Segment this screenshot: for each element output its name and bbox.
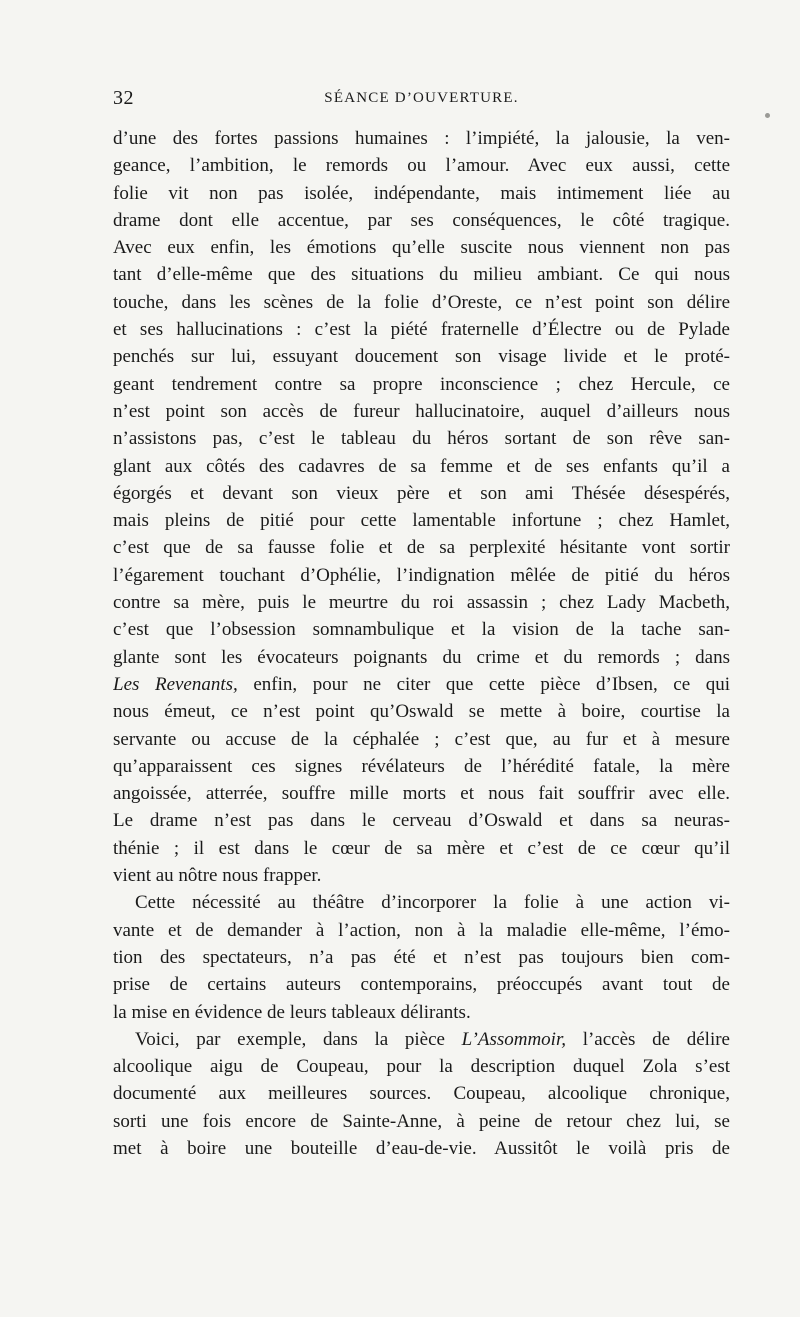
- text-line: Avec eux enfin, les émotions qu’elle suscite nous viennent non pas: [113, 237, 730, 259]
- text-run: Voici, par exemple, dans la pièce: [135, 1028, 462, 1050]
- text-line: met à boire une bouteille d’eau-de-vie. Aussitôt le voilà pris de: [113, 1137, 730, 1159]
- text-line: [113, 1026, 730, 1053]
- paper-speck: [765, 113, 770, 118]
- text-line: thénie ; il est dans le cœur de sa mère et c’est de ce cœur qu’il: [113, 837, 730, 859]
- text-line: nous émeut, ce n’est point qu’Oswald se mette à boire, courtise la: [113, 701, 730, 723]
- text-line: touche, dans les scènes de la folie d’Oreste, ce n’est point son délire: [113, 291, 730, 313]
- text-line: prise de certains auteurs contemporains, préoccupés avant tout de: [113, 974, 730, 996]
- text-line: qu’apparaissent ces signes révélateurs de l’hérédité fatale, la mère: [113, 755, 730, 777]
- text-line: geant tendrement contre sa propre inconscience ; chez Hercule, ce: [113, 373, 730, 395]
- body-text: [113, 125, 730, 1162]
- text-line: c’est que l’obsession somnambulique et la vision de la tache san-: [113, 619, 730, 641]
- text-line: glante sont les évocateurs poignants du crime et du remords ; dans: [113, 646, 730, 668]
- text-line: Le drame n’est pas dans le cerveau d’Oswald et dans sa neuras-: [113, 810, 730, 832]
- text-line: n’est point son accès de fureur hallucinatoire, auquel d’ailleurs nous: [113, 400, 730, 422]
- text-line: [113, 671, 730, 698]
- text-line: vient au nôtre nous frapper.: [113, 865, 322, 887]
- text-line: n’assistons pas, c’est le tableau du héros sortant de son rêve san-: [113, 428, 730, 450]
- page-number: 32: [113, 87, 134, 109]
- text-line: d’une des fortes passions humaines : l’impiété, la jalousie, la ven-: [113, 128, 730, 149]
- italic-title: L’Assommoir,: [461, 1028, 566, 1050]
- text-line: contre sa mère, puis le meurtre du roi assassin ; chez Lady Macbeth,: [113, 592, 730, 614]
- text-line: et ses hallucinations : c’est la piété fraternelle d’Électre ou de Pylade: [113, 319, 730, 341]
- text-line: Cette nécessité au théâtre d’incorporer la folie à une action vi-: [135, 892, 730, 914]
- text-line: geance, l’ambition, le remords ou l’amour. Avec eux aussi, cette: [113, 155, 730, 177]
- text-line: servante ou accuse de la céphalée ; c’est que, au fur et à mesure: [113, 728, 730, 750]
- text-line: angoissée, atterrée, souffre mille morts et nous fait souffrir avec elle.: [113, 783, 730, 805]
- text-line: folie vit non pas isolée, indépendante, mais intimement liée au: [113, 182, 730, 204]
- text-line: mais pleins de pitié pour cette lamentable infortune ; chez Hamlet,: [113, 510, 730, 532]
- running-title: SÉANCE D’OUVERTURE.: [324, 90, 519, 106]
- text-line: drame dont elle accentue, par ses conséquences, le côté tragique.: [113, 209, 730, 231]
- text-line: sorti une fois encore de Sainte-Anne, à peine de retour chez lui, se: [113, 1110, 730, 1132]
- text-run: enfin, pour ne citer que cette pièce d’Ibsen, ce qui: [237, 673, 730, 695]
- text-line: égorgés et devant son vieux père et son ami Thésée désespérés,: [113, 482, 730, 504]
- text-line: vante et de demander à l’action, non à la maladie elle-même, l’émo-: [113, 919, 730, 941]
- text-line: penchés sur lui, essuyant doucement son visage livide et le proté-: [113, 346, 730, 368]
- text-line: documenté aux meilleures sources. Coupeau, alcoolique chronique,: [113, 1083, 730, 1105]
- page-header: [113, 86, 730, 110]
- text-line: alcoolique aigu de Coupeau, pour la description duquel Zola s’est: [113, 1056, 730, 1078]
- text-line: la mise en évidence de leurs tableaux délirants.: [113, 1001, 471, 1023]
- italic-title: Les Revenants,: [113, 673, 238, 695]
- text-line: tion des spectateurs, n’a pas été et n’est pas toujours bien com-: [113, 946, 730, 968]
- text-line: tant d’elle-même que des situations du milieu ambiant. Ce qui nous: [113, 264, 730, 286]
- text-line: glant aux côtés des cadavres de sa femme et de ses enfants qu’il a: [113, 455, 730, 477]
- text-run: l’accès de délire: [566, 1028, 730, 1050]
- text-line: c’est que de sa fausse folie et de sa perplexité hésitante vont sortir: [113, 537, 730, 559]
- text-line: l’égarement touchant d’Ophélie, l’indignation mêlée de pitié du héros: [113, 564, 730, 586]
